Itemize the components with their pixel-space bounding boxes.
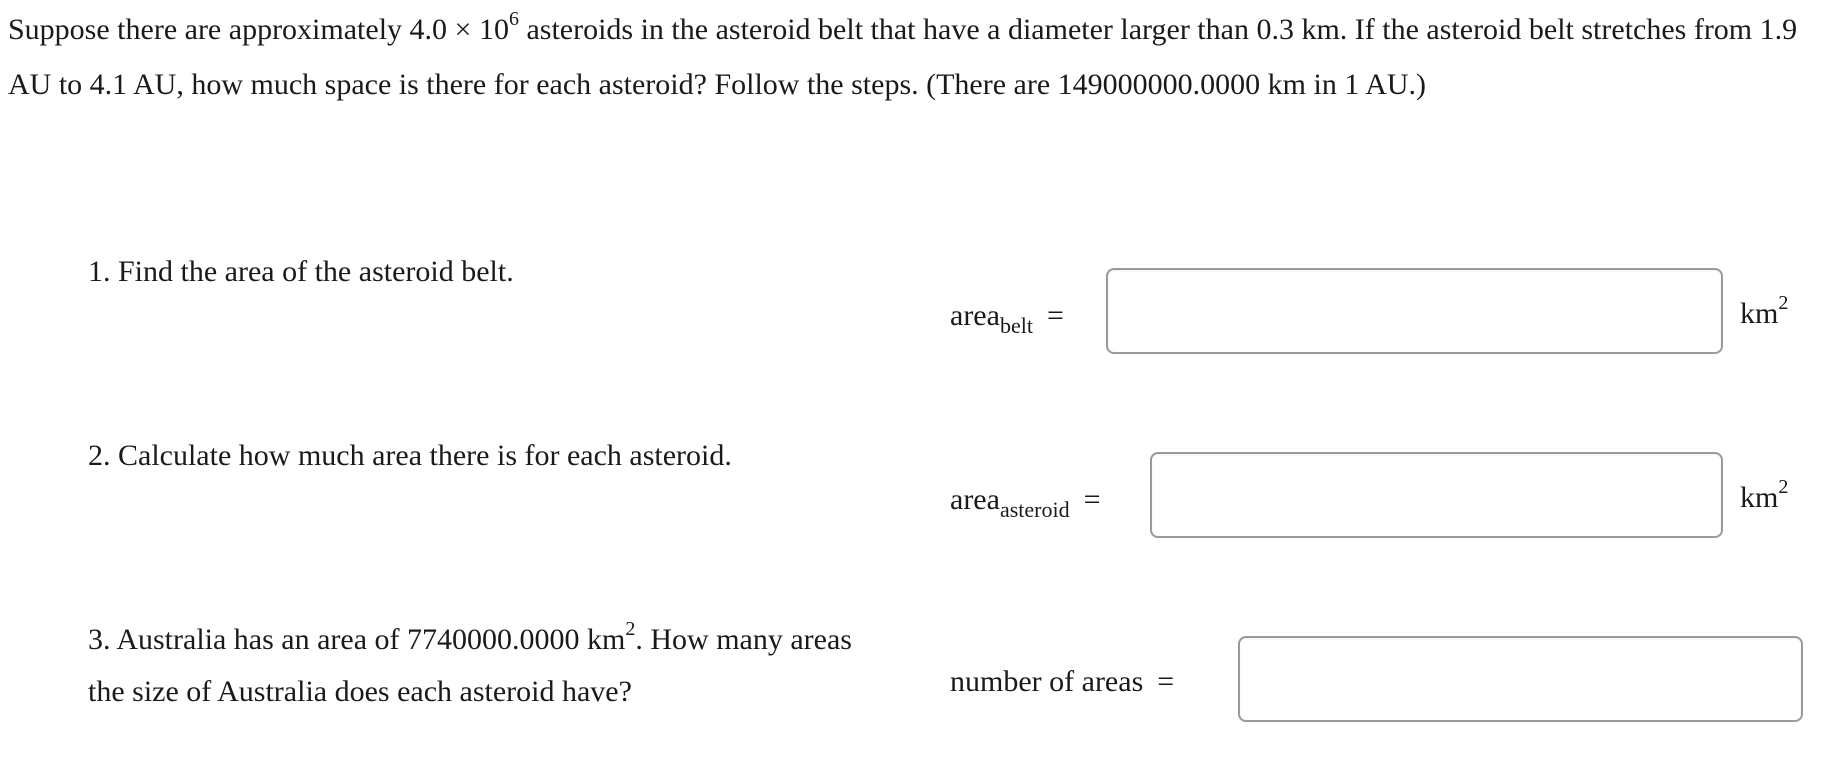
problem-exponent: 6 [508,8,519,30]
number-of-areas-input[interactable] [1238,636,1803,722]
step-2-equals: = [1083,483,1101,516]
step-3-text [88,614,868,718]
step-1-label [950,298,1064,338]
step-2-unit-exp: 2 [1778,476,1789,498]
step-2-label-main: area [950,483,1000,516]
area-belt-input[interactable] [1106,268,1723,354]
step-1-unit-base: km [1740,297,1779,330]
problem-text-part1: Suppose there are approximately 4.0 × 10 [8,13,509,46]
step-3-label-main: number of areas [950,665,1144,698]
step-3-label [950,664,1174,700]
step-3-text-exp: 2 [625,618,636,640]
step-1-label-main: area [950,299,1000,332]
step-1-label-sub: belt [999,313,1033,338]
step-2-unit [1740,476,1789,516]
step-1-unit-exp: 2 [1778,292,1789,314]
step-2-unit-base: km [1740,481,1779,514]
step-1-text: 1. Find the area of the asteroid belt. [88,255,514,288]
area-asteroid-input[interactable] [1150,452,1723,538]
step-3-text-part1: 3. Australia has an area of 7740000.0000 km [88,623,626,656]
step-1-equals: = [1046,299,1064,332]
problem-text-part2: asteroids in the asteroid belt that have a diameter larger than 0.3 km. If the asteroid belt stretches from 1.9 AU to 4.1 AU, how much space is there for each asteroid? Follow the steps. (There are 149000000.0000 km in 1 AU.) [8,13,1798,101]
step-2-text: 2. Calculate how much area there is for each asteroid. [88,439,732,472]
step-3-equals: = [1157,665,1175,698]
step-2-label [950,482,1101,522]
step-3-text-part2: . How many areas the size of Australia does each asteroid have? [88,623,852,708]
step-2-label-sub: asteroid [999,497,1070,522]
problem-statement [8,2,1798,112]
step-1-unit [1740,292,1789,332]
